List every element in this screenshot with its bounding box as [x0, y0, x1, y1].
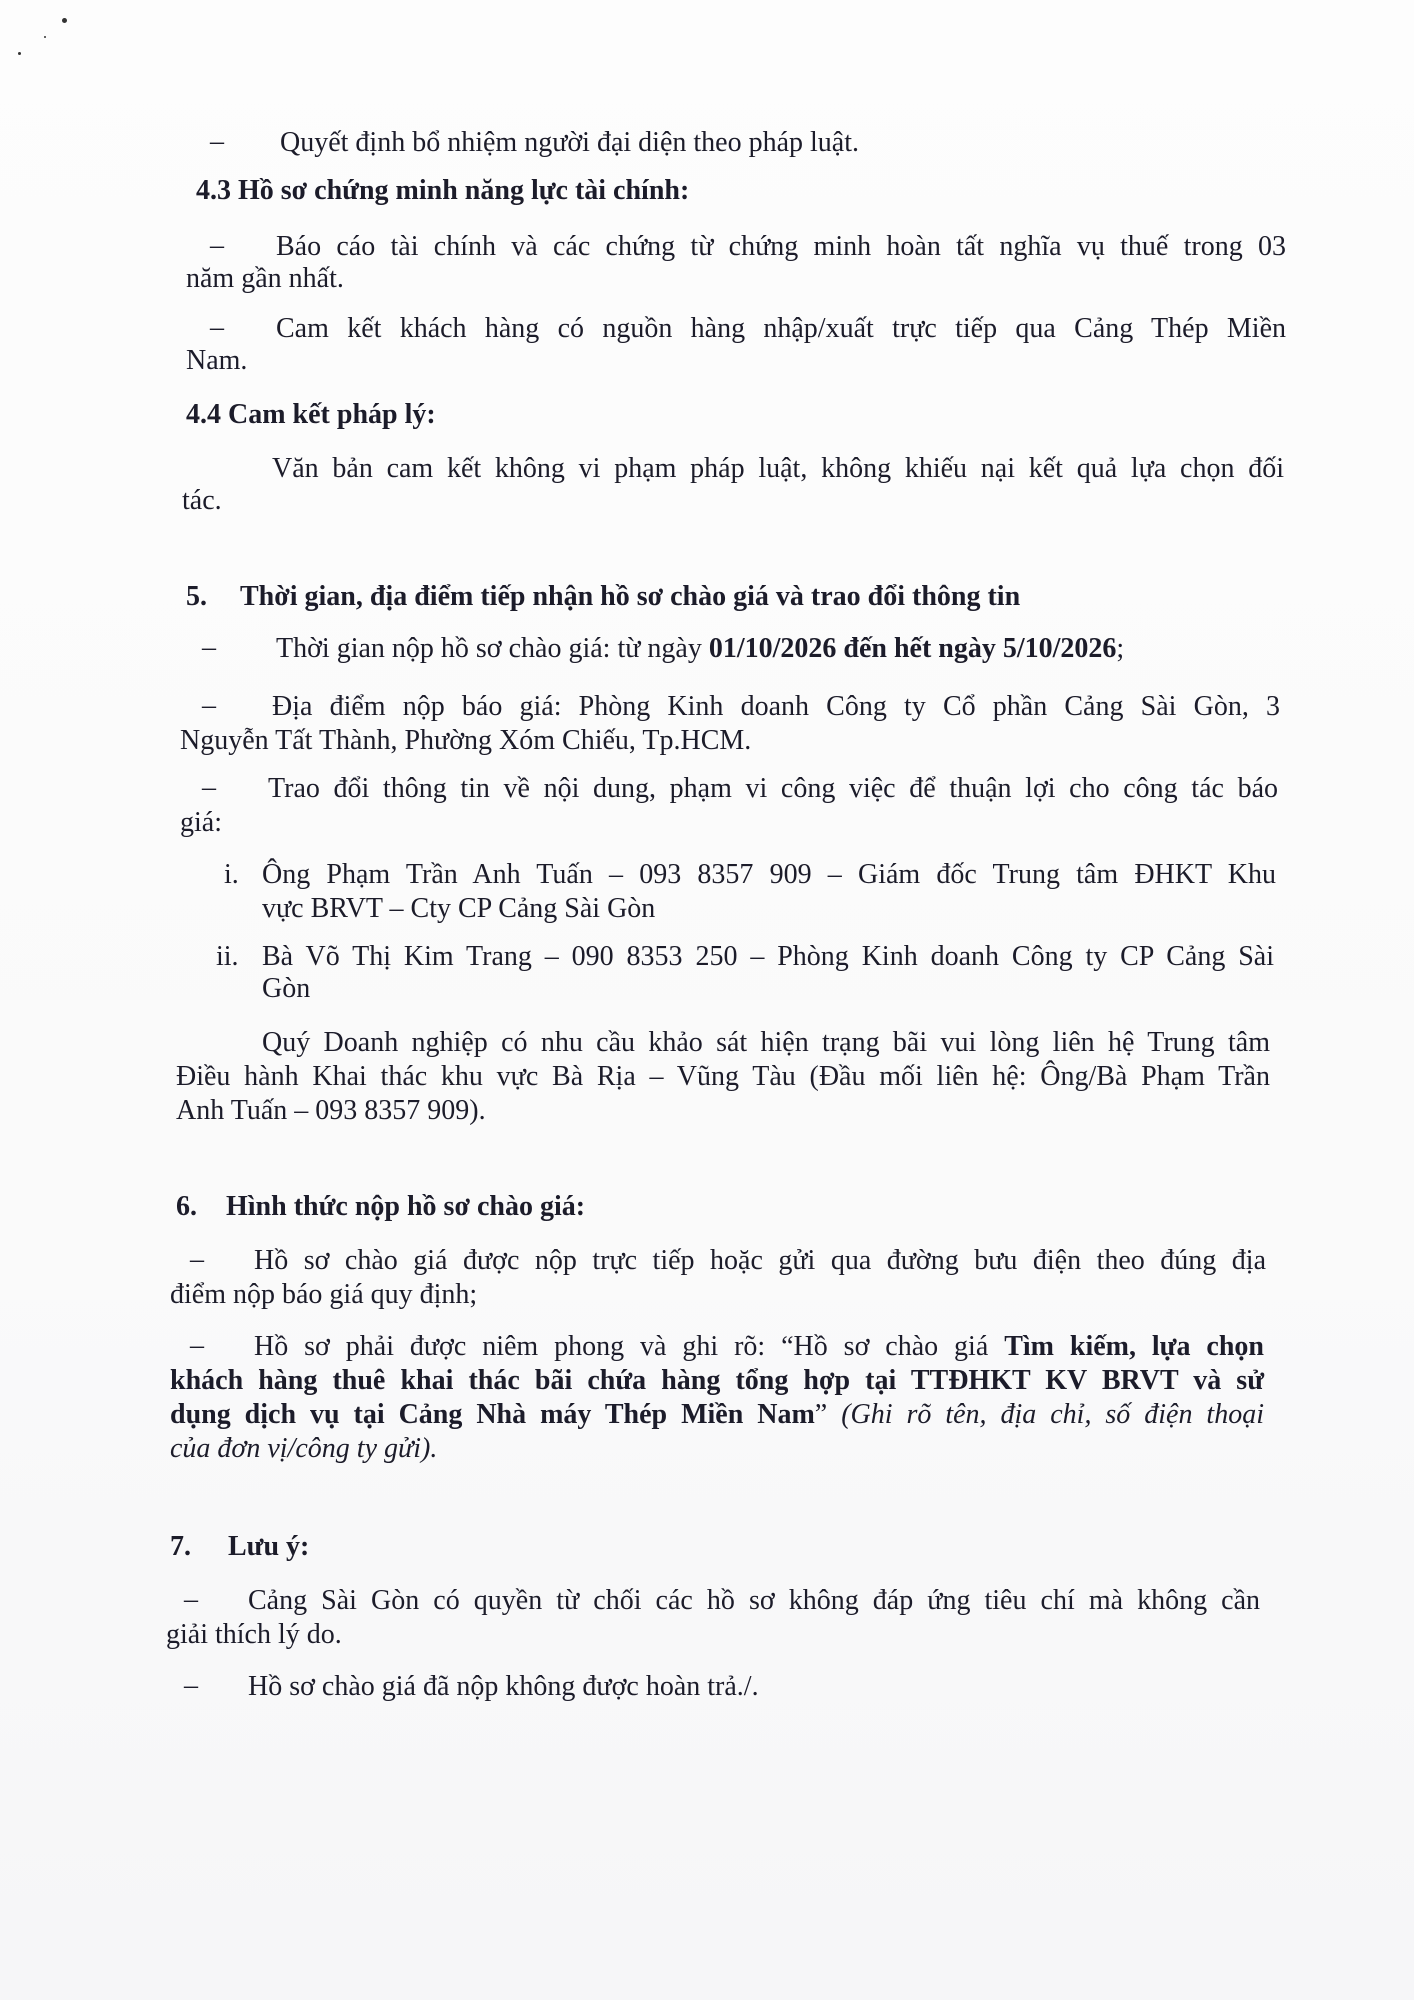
- financial-report-item-line1: Báo cáo tài chính và các chứng từ chứng minh hoàn tất nghĩa vụ thuế trong 03: [276, 231, 1286, 262]
- info-exchange-line1: Trao đổi thông tin về nội dung, phạm vi công việc để thuận lợi cho công tác báo: [268, 773, 1278, 804]
- scan-speck: [62, 18, 67, 23]
- info-exchange-line2: giá:: [180, 807, 222, 838]
- bullet-dash: –: [202, 632, 216, 663]
- section-4-4-heading: 4.4 Cam kết pháp lý:: [186, 399, 436, 430]
- closing-quote: ”: [814, 1399, 842, 1430]
- scan-speck: [18, 52, 21, 55]
- site-survey-note-line2: Điều hành Khai thác khu vực Bà Rịa – Vũng Tàu (Đầu mối liên hệ: Ông/Bà Phạm Trần: [176, 1061, 1270, 1092]
- contact-2-line1: Bà Võ Thị Kim Trang – 090 8353 250 – Phòng Kinh doanh Công ty CP Cảng Sài: [262, 941, 1274, 972]
- bullet-dash: –: [184, 1584, 198, 1615]
- contact-1-line2: vực BRVT – Cty CP Cảng Sài Gòn: [262, 893, 656, 924]
- bullet-dash: –: [190, 1330, 204, 1361]
- seal-requirement-line4: [170, 1432, 437, 1465]
- rejection-right-line1: Cảng Sài Gòn có quyền từ chối các hồ sơ không đáp ứng tiêu chí mà không cần: [248, 1585, 1260, 1616]
- section-4-3-heading: 4.3 Hồ sơ chứng minh năng lực tài chính:: [196, 175, 690, 206]
- submission-place-line2: Nguyễn Tất Thành, Phường Xóm Chiếu, Tp.HCM.: [180, 725, 752, 756]
- submission-method-line2: điểm nộp báo giá quy định;: [170, 1279, 478, 1310]
- contact-2-number: ii.: [216, 941, 239, 972]
- site-survey-note-line1: Quý Doanh nghiệp có nhu cầu khảo sát hiện trạng bãi vui lòng liên hệ Trung tâm: [262, 1027, 1270, 1058]
- contact-2-line2: Gòn: [262, 973, 311, 1004]
- submission-time-suffix: ;: [1116, 633, 1125, 664]
- contact-1-number: i.: [224, 859, 239, 890]
- site-survey-note-line3: Anh Tuấn – 093 8357 909).: [176, 1095, 486, 1126]
- section-5-number: 5.: [186, 581, 207, 612]
- sender-info-note-part1: (Ghi rõ tên, địa chỉ, số điện thoại: [841, 1399, 1264, 1430]
- legal-commitment-line2: tác.: [182, 485, 222, 516]
- package-title-part2: khách hàng thuê khai thác bãi chứa hàng tổng hợp tại TTĐHKT KV BRVT và sử: [170, 1365, 1264, 1396]
- bullet-dash: –: [210, 230, 224, 261]
- section-7-number: 7.: [170, 1531, 191, 1562]
- sender-info-note-part2: của đơn vị/công ty gửi).: [170, 1433, 438, 1464]
- submission-place-line1: Địa điểm nộp báo giá: Phòng Kinh doanh Công ty Cổ phần Cảng Sài Gòn, 3: [272, 691, 1280, 722]
- seal-requirement-line3: [170, 1398, 1264, 1431]
- submission-time-range: 01/10/2026 đến hết ngày 5/10/2026: [708, 633, 1117, 664]
- section-6-heading: Hình thức nộp hồ sơ chào giá:: [226, 1191, 586, 1222]
- seal-requirement-line1: [254, 1330, 1264, 1363]
- submission-time-label: Thời gian nộp hồ sơ chào giá: từ ngày: [276, 633, 709, 664]
- legal-rep-item: Quyết định bổ nhiệm người đại diện theo pháp luật.: [280, 127, 859, 158]
- contact-1-line1: Ông Phạm Trần Anh Tuấn – 093 8357 909 – Giám đốc Trung tâm ĐHKT Khu: [262, 859, 1276, 890]
- seal-requirement-line2: [170, 1364, 1264, 1397]
- seal-requirement-label: Hồ sơ phải được niêm phong và ghi rõ: “Hồ sơ chào giá: [254, 1331, 1005, 1362]
- bullet-dash: –: [202, 690, 216, 721]
- submission-method-line1: Hồ sơ chào giá được nộp trực tiếp hoặc gửi qua đường bưu điện theo đúng địa: [254, 1245, 1266, 1276]
- customer-commitment-item-line1: Cam kết khách hàng có nguồn hàng nhập/xuất trực tiếp qua Cảng Thép Miền: [276, 313, 1286, 344]
- bullet-dash: –: [210, 312, 224, 343]
- customer-commitment-item-line2: Nam.: [186, 345, 248, 376]
- section-5-heading: Thời gian, địa điểm tiếp nhận hồ sơ chào giá và trao đổi thông tin: [240, 581, 1021, 612]
- section-6-number: 6.: [176, 1191, 197, 1222]
- submission-time-item: [276, 632, 1124, 665]
- non-refundable-item: Hồ sơ chào giá đã nộp không được hoàn trả./.: [248, 1671, 759, 1702]
- bullet-dash: –: [184, 1670, 198, 1701]
- bullet-dash: –: [202, 772, 216, 803]
- rejection-right-line2: giải thích lý do.: [166, 1619, 342, 1650]
- bullet-dash: –: [210, 126, 224, 157]
- package-title-part3: dụng dịch vụ tại Cảng Nhà máy Thép Miền Nam: [170, 1399, 815, 1430]
- bullet-dash: –: [190, 1244, 204, 1275]
- scan-speck: [44, 36, 46, 38]
- package-title-part1: Tìm kiếm, lựa chọn: [1004, 1331, 1264, 1362]
- financial-report-item-line2: năm gần nhất.: [186, 263, 344, 294]
- section-7-heading: Lưu ý:: [228, 1531, 310, 1562]
- legal-commitment-line1: Văn bản cam kết không vi phạm pháp luật, không khiếu nại kết quả lựa chọn đối: [272, 453, 1284, 484]
